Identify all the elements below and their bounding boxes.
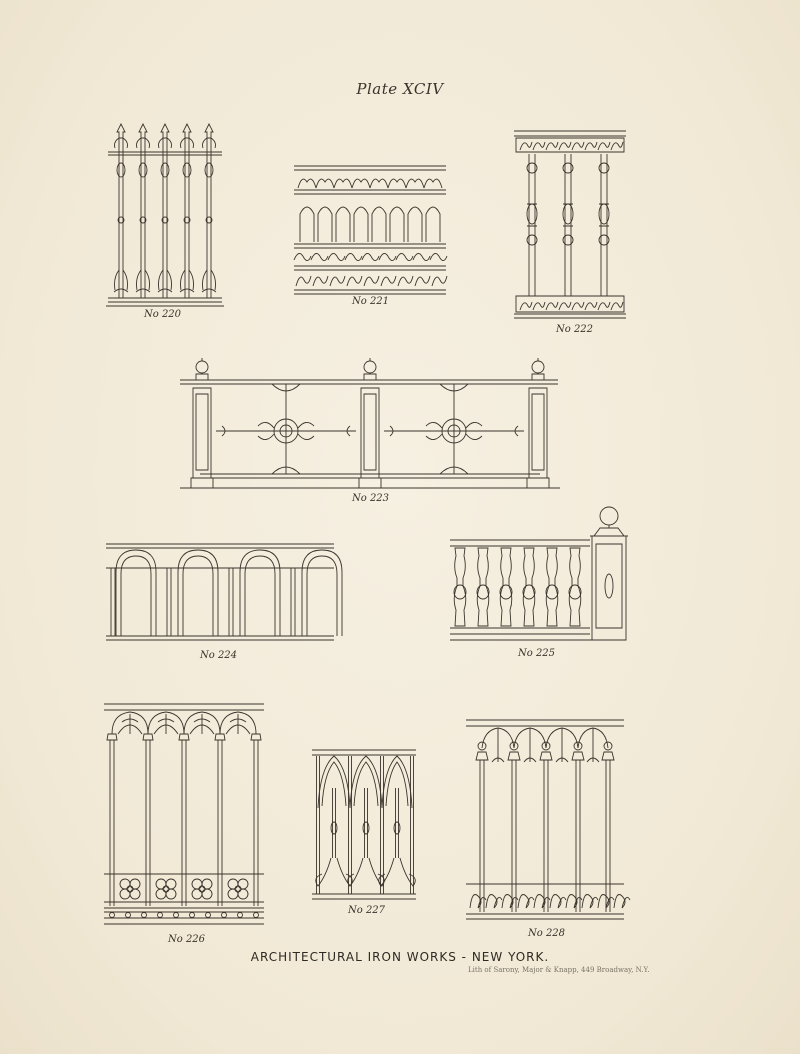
railing-figure-222 — [514, 128, 626, 322]
figure-label-228: No 228 — [528, 928, 566, 939]
railing-figure-223 — [180, 356, 560, 492]
railing-figure-227 — [312, 748, 416, 904]
footer-title: ARCHITECTURAL IRON WORKS - NEW YORK. — [250, 950, 550, 964]
railing-figure-224 — [106, 540, 336, 644]
figure-label-226: No 226 — [168, 934, 206, 945]
plate-title: Plate XCIV — [356, 80, 444, 98]
railing-figure-226 — [104, 702, 266, 930]
railing-figure-225 — [450, 498, 630, 644]
railing-figure-228 — [466, 718, 626, 924]
figure-label-220: No 220 — [144, 309, 182, 320]
figure-label-225: No 225 — [518, 648, 556, 659]
lithographer-imprint: Lith of Sarony, Major & Knapp, 449 Broadway, N.Y. — [468, 966, 650, 974]
figure-label-227: No 227 — [348, 905, 386, 916]
figure-label-221: No 221 — [352, 296, 390, 307]
railing-figure-221 — [294, 162, 446, 296]
figure-label-224: No 224 — [200, 650, 238, 661]
figure-label-223: No 223 — [352, 493, 390, 504]
figure-label-222: No 222 — [556, 324, 594, 335]
railing-figure-220 — [106, 120, 224, 310]
